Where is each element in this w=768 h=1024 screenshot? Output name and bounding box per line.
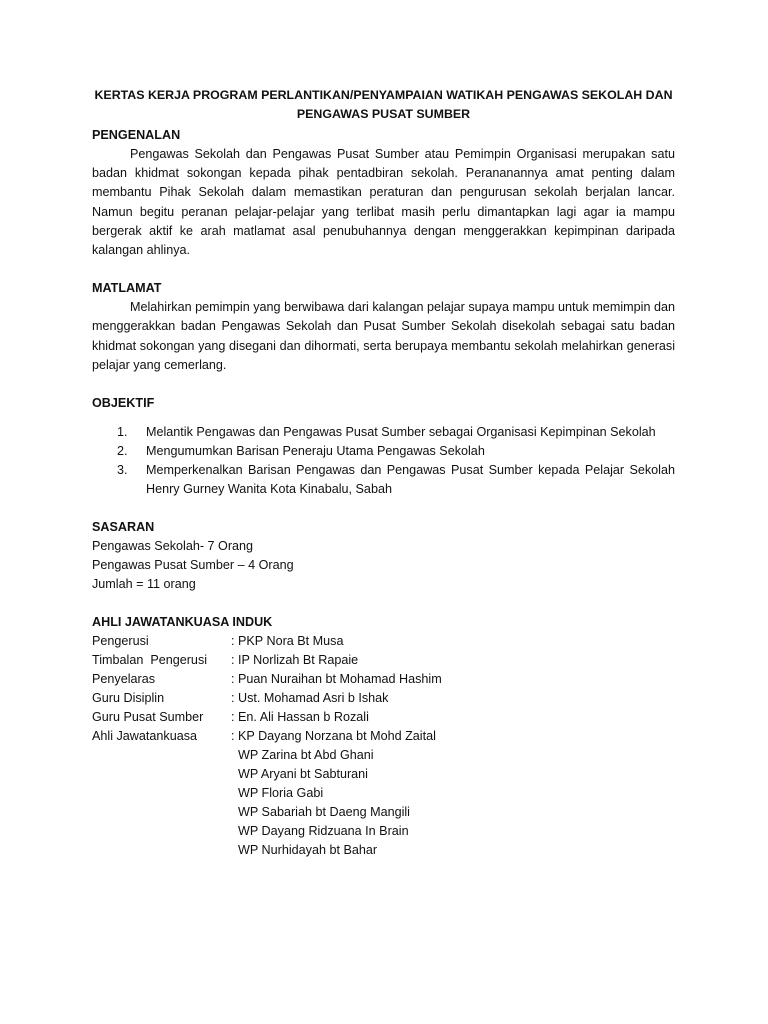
sasaran-heading: SASARAN [92,520,155,535]
committee-name: : IP Norlizah Bt Rapaie [231,653,359,668]
committee-name: : Ust. Mohamad Asri b Ishak [231,691,389,706]
committee-name: : PKP Nora Bt Musa [231,634,344,649]
committee-member: WP Aryani bt Sabturani [238,767,368,782]
committee-member: WP Nurhidayah bt Bahar [238,843,378,858]
sasaran-line: Pengawas Pusat Sumber – 4 Orang [92,558,294,573]
committee-row [92,727,675,746]
committee-member: WP Dayang Ridzuana In Brain [238,824,409,839]
list-item-number: 3. [117,463,128,478]
committee-role: Timbalan Pengerusi [92,653,208,668]
committee-row [92,708,675,727]
sasaran-line: Pengawas Sekolah- 7 Orang [92,539,254,554]
committee-row [92,632,675,651]
list-item-text: Memperkenalkan Barisan Pengawas dan Pengawas Pusat Sumber kepada Pelajar Sekolah Henry Gurney Wanita Kota Kinabalu, Sabah [146,463,675,497]
committee-row [92,670,675,689]
committee-row [92,651,675,670]
list-item [92,423,675,442]
list-item [92,461,675,499]
document-page [92,86,675,860]
committee-role: Penyelaras [92,672,156,687]
document-title [92,86,675,124]
list-item-text: Melantik Pengawas dan Pengawas Pusat Sumber sebagai Organisasi Kepimpinan Sekolah [146,425,656,440]
list-item [92,442,675,461]
list-item-number: 1. [117,425,128,440]
committee-role: Ahli Jawatankuasa [92,729,198,744]
list-item-text: Mengumumkan Barisan Peneraju Utama Pengawas Sekolah [146,444,485,459]
committee-member: WP Sabariah bt Daeng Mangili [238,805,410,820]
objektif-heading: OBJEKTIF [92,396,155,411]
committee-name: : KP Dayang Norzana bt Mohd Zaital [231,729,436,744]
committee-role: Pengerusi [92,634,149,649]
committee-role: Guru Pusat Sumber [92,710,204,725]
list-item-number: 2. [117,444,128,459]
committee-name: : En. Ali Hassan b Rozali [231,710,369,725]
committee-role: Guru Disiplin [92,691,165,706]
pengenalan-paragraph: Pengawas Sekolah dan Pengawas Pusat Sumber atau Pemimpin Organisasi merupakan satu badan khidmat sokongan kepada pihak pentadbiran sekolah. Perananannya amat penting dalam membantu Pihak Sekolah dalam memastikan peraturan dan pengurusan sekolah berjalan lancar. Namun begitu peranan pelajar-pelajar yang terlibat masih perlu dimantapkan lagi agar ia mampu bergerak aktif ke arah matlamat asal penubuhannya dengan menggerakkan kepimpinan daripada kalangan ahlinya. [92,147,675,258]
matlamat-heading: MATLAMAT [92,281,162,296]
title-line-1: KERTAS KERJA PROGRAM PERLANTIKAN/PENYAMPAIAN WATIKAH PENGAWAS SEKOLAH DAN [94,88,673,102]
matlamat-paragraph: Melahirkan pemimpin yang berwibawa dari kalangan pelajar supaya mampu untuk memimpin dan menggerakkan badan Pengawas Sekolah dan Pusat Sumber Sekolah disekolah sebagai satu badan khidmat sokongan yang disegani dan dihormati, serta berupaya membantu sekolah melahirkan generasi pelajar yang cemerlang. [92,300,675,372]
committee-row [92,689,675,708]
committee-member: WP Zarina bt Abd Ghani [238,748,374,763]
jawatankuasa-heading: AHLI JAWATANKUASA INDUK [92,615,273,630]
pengenalan-heading: PENGENALAN [92,128,181,142]
committee-name: : Puan Nuraihan bt Mohamad Hashim [231,672,442,687]
title-line-2: PENGAWAS PUSAT SUMBER [296,107,471,121]
objektif-list [92,423,675,499]
sasaran-line: Jumlah = 11 orang [92,577,196,592]
committee-member: WP Floria Gabi [238,786,324,801]
